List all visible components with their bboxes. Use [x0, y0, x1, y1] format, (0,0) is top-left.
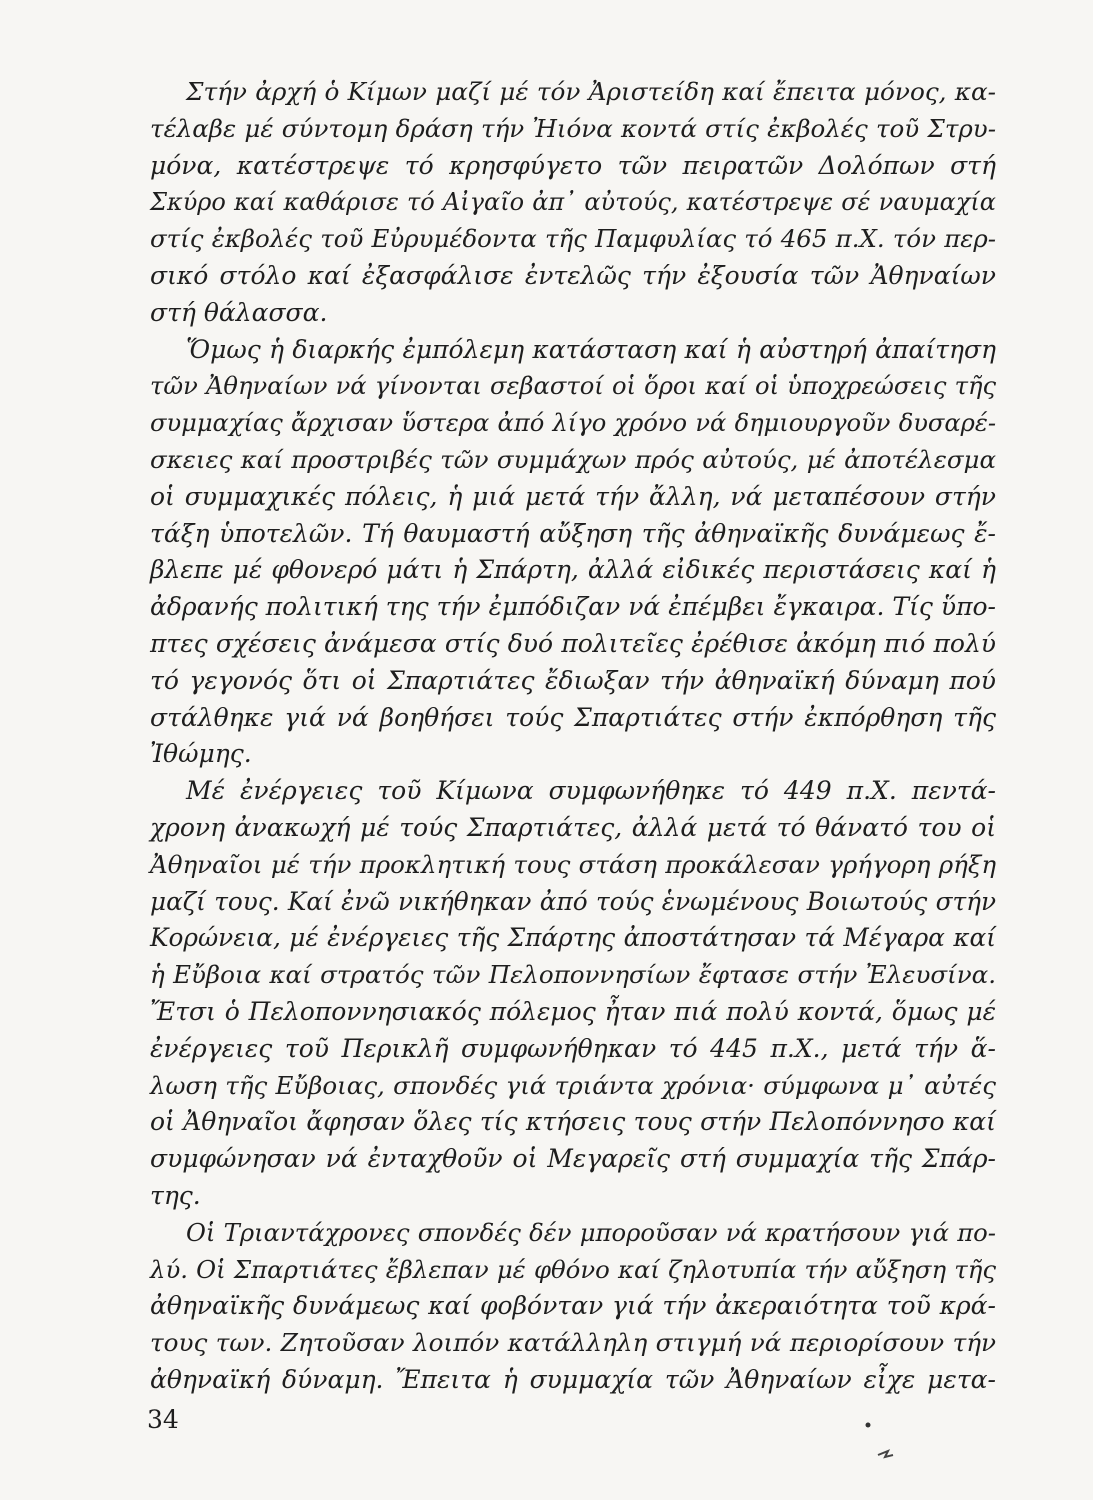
text-line: οἱ συμμαχικές πόλεις, ἡ μιά μετά τήν ἄλλη, νά μεταπέσουν στήν — [150, 481, 996, 511]
page-number: 34 — [147, 1405, 179, 1434]
text-line: οἱ Ἀθηναῖοι ἄφησαν ὅλες τίς κτήσεις τους στήν Πελοπόννησο καί — [150, 1107, 996, 1137]
text-line: ἀδρανής πολιτική της τήν ἐμπόδιζαν νά ἐπέμβει ἔγκαιρα. Τίς ὕπο- — [150, 592, 996, 622]
text-line: συμφώνησαν νά ἐνταχθοῦν οἱ Μεγαρεῖς στή συμμαχία τῆς Σπάρ- — [150, 1144, 996, 1174]
text-line: λύ. Οἱ Σπαρτιάτες ἔβλεπαν μέ φθόνο καί ζηλοτυπία τήν αὔξηση τῆς — [150, 1254, 996, 1284]
text-line: Σκύρο καί καθάρισε τό Αἰγαῖο ἀπ᾽ αὐτούς, κατέστρεψε σέ ναυμαχία — [150, 188, 996, 217]
text-line: χρονη ἀνακωχή μέ τούς Σπαρτιάτες, ἀλλά μετά τό θάνατό του οἱ — [150, 812, 996, 842]
text-line: συμμαχίας ἄρχισαν ὕστερα ἀπό λίγο χρόνο νά δημιουργοῦν δυσαρέ- — [150, 409, 996, 438]
text-line: μαζί τους. Καί ἐνῶ νικήθηκαν ἀπό τούς ἑνωμένους Βοιωτούς στήν — [150, 886, 996, 916]
text-line: Ἰθώμης. — [150, 739, 252, 769]
text-line: μόνα, κατέστρεψε τό κρησφύγετο τῶν πειρατῶν Δολόπων στή — [150, 150, 996, 180]
text-line: Οἱ Τριαντάχρονες σπονδές δέν μποροῦσαν νά κρατήσουν γιά πο- — [186, 1217, 996, 1247]
text-line: ἀθηναϊκῆς δυνάμεως καί φοβόνταν γιά τήν ἀκεραιότητα τοῦ κρά- — [150, 1291, 996, 1321]
book-page-text — [150, 74, 996, 1399]
text-line: Ὅμως ἡ διαρκής ἐμπόλεμη κατάσταση καί ἡ αὐστηρή ἀπαίτηση — [186, 334, 996, 364]
text-line: τάξη ὑποτελῶν. Τή θαυμαστή αὔξηση τῆς ἀθηναϊκῆς δυνάμεως ἔ- — [150, 518, 996, 548]
text-line: ἐνέργειες τοῦ Περικλῆ συμφωνήθηκαν τό 445 π.Χ., μετά τήν ἅ- — [150, 1033, 996, 1063]
text-line: της. — [150, 1180, 201, 1210]
text-line: τους των. Ζητοῦσαν λοιπόν κατάλληλη στιγμή νά περιορίσουν τήν — [150, 1328, 996, 1358]
text-line: σκειες καί προστριβές τῶν συμμάχων πρός αὐτούς, μέ ἀποτέλεσμα — [150, 444, 996, 474]
text-line: Ἀθηναῖοι μέ τήν προκλητική τους στάση προκάλεσαν γρήγορη ρήξη — [150, 849, 996, 879]
text-line: βλεπε μέ φθονερό μάτι ἡ Σπάρτη, ἀλλά εἰδικές περιστάσεις καί ἡ — [150, 555, 996, 585]
text-line: λωση τῆς Εὔβοιας, σπονδές γιά τριάντα χρόνια· σύμφωνα μ᾽ αὐτές — [150, 1070, 996, 1100]
text-line: ἡ Εὔβοια καί στρατός τῶν Πελοποννησίων ἔφτασε στήν Ἐλευσίνα. — [150, 960, 996, 990]
text-line: στή θάλασσα. — [150, 297, 328, 327]
text-line: Μέ ἐνέργειες τοῦ Κίμωνα συμφωνήθηκε τό 449 π.Χ. πεντά- — [186, 776, 996, 806]
text-line: Ἔτσι ὁ Πελοποννησιακός πόλεμος ἦταν πιά πολύ κοντά, ὅμως μέ — [150, 996, 996, 1026]
text-line: τό γεγονός ὅτι οἱ Σπαρτιάτες ἔδιωξαν τήν ἀθηναϊκή δύναμη πού — [150, 665, 996, 695]
text-line: τῶν Ἀθηναίων νά γίνονται σεβαστοί οἱ ὅροι καί οἱ ὑποχρεώσεις τῆς — [150, 372, 996, 401]
text-line: σικό στόλο καί ἐξασφάλισε ἐντελῶς τήν ἐξουσία τῶν Ἀθηναίων — [150, 260, 996, 290]
text-line: τέλαβε μέ σύντομη δράση τήν Ἠιόνα κοντά στίς ἐκβολές τοῦ Στρυ- — [150, 113, 996, 143]
text-line: Στήν ἀρχή ὁ Κίμων μαζί μέ τόν Ἀριστείδη καί ἔπειτα μόνος, κα- — [186, 77, 996, 106]
text-line: ἀθηναϊκή δύναμη. Ἔπειτα ἡ συμμαχία τῶν Ἀθηναίων εἶχε μετα- — [150, 1364, 996, 1394]
text-line: στάλθηκε γιά νά βοηθήσει τούς Σπαρτιάτες στήν ἐκπόρθηση τῆς — [150, 702, 996, 732]
text-line: Κορώνεια, μέ ἐνέργειες τῆς Σπάρτης ἀποστάτησαν τά Μέγαρα καί — [150, 923, 996, 953]
text-line: στίς ἐκβολές τοῦ Εὐρυμέδοντα τῆς Παμφυλίας τό 465 π.Χ. τόν περ- — [150, 224, 996, 254]
text-line: πτες σχέσεις ἀνάμεσα στίς δυό πολιτεῖες ἐρέθισε ἀκόμη πιό πολύ — [150, 628, 996, 658]
